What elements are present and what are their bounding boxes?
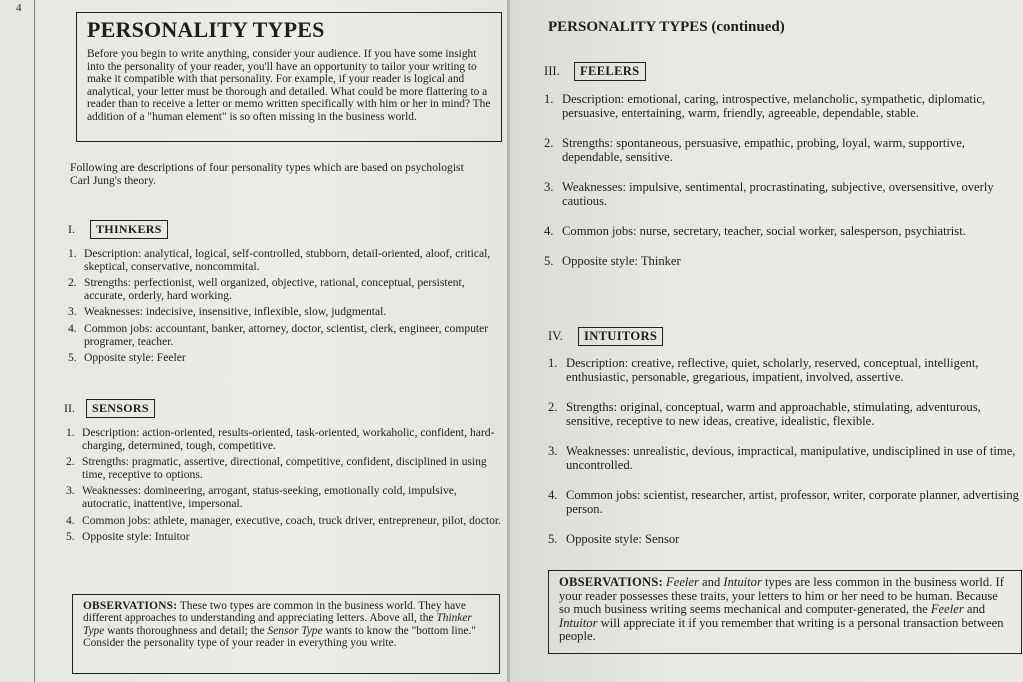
observations-box [548, 570, 1022, 654]
observations-text: wants to know the "bottom line." Consider the personality type of your reader in everything you write. [83, 624, 476, 650]
item-text: Strengths: original, conceptual, warm and approachable, stimulating, adventurous, sensitive, receptive to new ideas, creative, idealistic, flexible. [566, 400, 981, 428]
observations-box [72, 594, 500, 674]
item-number: 1. [544, 92, 554, 106]
list-item [544, 180, 1020, 208]
list-item [548, 488, 1020, 516]
item-number: 2. [544, 136, 554, 150]
item-text: Weaknesses: unrealistic, devious, impractical, manipulative, undisciplined in use of time, uncontrolled. [566, 444, 1016, 472]
item-text: Strengths: perfectionist, well organized, objective, rational, conceptual, persistent, accurate, orderly, hard working. [84, 276, 465, 302]
list-item [66, 515, 506, 528]
page-title: PERSONALITY TYPES [87, 17, 325, 42]
item-number: 3. [66, 484, 75, 498]
item-number: 5. [544, 254, 554, 268]
item-text: Common jobs: scientist, researcher, artist, professor, writer, corporate planner, advertising person. [566, 488, 1019, 516]
section-intuitors-heading [548, 327, 663, 346]
item-number: 3. [548, 444, 558, 458]
item-number: 5. [548, 532, 558, 546]
list-item [548, 532, 1020, 546]
item-number: 4. [66, 513, 75, 527]
list-item [68, 306, 506, 319]
observations-emphasis: Feeler [930, 602, 964, 617]
item-number: 3. [544, 180, 554, 194]
list-item [544, 92, 1020, 120]
list-item [66, 531, 506, 544]
item-text: Description: creative, reflective, quiet, scholarly, reserved, conceptual, intelligent, enthusiastic, personable, gregarious, impatient, involved, assertive. [566, 356, 979, 384]
item-text: Weaknesses: indecisive, insensitive, inflexible, slow, judgmental. [84, 305, 387, 319]
observations-text: wants thoroughness and detail; the [104, 624, 268, 637]
item-number: 3. [68, 305, 77, 319]
item-text: Common jobs: athlete, manager, executive, coach, truck driver, entrepreneur, pilot, doctor. [82, 513, 502, 527]
section-label: INTUITORS [578, 327, 663, 346]
observations-emphasis: Thinker Type [83, 612, 472, 637]
sensors-list [66, 427, 506, 548]
item-text: Weaknesses: impulsive, sentimental, procrastinating, subjective, oversensitive, overly cautious. [562, 180, 994, 208]
item-number: 4. [68, 321, 77, 335]
item-number: 5. [68, 351, 77, 365]
page-number: 4 [16, 2, 22, 14]
observations-text: These two types are common in the business world. They have different approaches to understanding and appreciating letters. Above all, the [83, 600, 466, 625]
item-number: 5. [66, 530, 75, 544]
list-item [544, 224, 1020, 238]
item-number: 2. [66, 455, 75, 469]
section-feelers-heading [544, 62, 646, 81]
section-numeral: I. [68, 222, 75, 236]
list-item [66, 485, 506, 510]
item-text: Common jobs: nurse, secretary, teacher, social worker, salesperson, psychiatrist. [562, 224, 966, 238]
list-item [68, 352, 506, 365]
observations-text: and [698, 575, 724, 589]
item-text: Strengths: spontaneous, persuasive, empathic, probing, loyal, warm, supportive, dependable, sensitive. [562, 136, 965, 164]
right-page [510, 0, 1023, 682]
section-sensors-heading [64, 399, 155, 418]
observations-label: OBSERVATIONS: [83, 600, 178, 612]
observations-text: will appreciate it if you remember that writing is a personal transaction between people. [559, 615, 1004, 644]
intro-paragraph: Before you begin to write anything, consider your audience. If you have some insight into the personality of your reader, you'll have an opportunity to tailor your writing to make it compatible with that personality. For example, if your reader is logical and analytical, your letter must be thorough and detailed. What could be more flattering to a reader than to receive a letter or memo written specifically with him or her in mind? The addition of a "human element" is so often missing in the business world. [87, 48, 491, 123]
thinkers-list [68, 248, 506, 369]
list-item [548, 356, 1020, 384]
list-item [68, 248, 506, 273]
observations-emphasis: Feeler [666, 575, 699, 589]
section-label: THINKERS [90, 220, 168, 239]
item-text: Strengths: pragmatic, assertive, directional, competitive, confident, disciplined in using time, receptive to options. [82, 455, 487, 481]
item-text: Weaknesses: domineering, arrogant, status-seeking, emotionally cold, impulsive, autocratic, inattentive, impersonal. [82, 484, 457, 510]
item-text: Description: analytical, logical, self-controlled, stubborn, detail-oriented, aloof, critical, skeptical, conservative, noncommital. [84, 247, 491, 273]
item-number: 1. [548, 356, 558, 370]
item-text: Description: action-oriented, results-oriented, task-oriented, workaholic, confident, hard-charging, determined, tough, competitive. [82, 426, 495, 452]
item-text: Opposite style: Feeler [84, 351, 186, 365]
section-numeral: III. [544, 64, 560, 78]
item-number: 2. [548, 400, 558, 414]
section-thinkers-heading [68, 220, 168, 239]
observations-text: and [963, 602, 986, 617]
section-label: SENSORS [86, 399, 155, 418]
intuitors-list [548, 356, 1020, 546]
item-text: Opposite style: Intuitor [82, 530, 190, 544]
item-number: 1. [68, 247, 77, 260]
item-text: Description: emotional, caring, introspective, melancholic, sympathetic, diplomatic, persuasive, entertaining, warm, friendly, agreeable, dependable, stable. [562, 92, 986, 120]
list-item [66, 427, 506, 452]
observations-emphasis: Intuitor [723, 575, 762, 589]
observations-emphasis: Intuitor [559, 615, 598, 630]
section-label: FEELERS [574, 62, 646, 81]
item-number: 1. [66, 426, 75, 439]
item-text: Opposite style: Sensor [566, 532, 680, 546]
list-item [544, 136, 1020, 164]
lead-paragraph: Following are descriptions of four personality types which are based on psychologist Carl Jung's theory. [70, 161, 464, 187]
left-page [0, 0, 508, 682]
item-number: 4. [548, 488, 558, 502]
observations-label: OBSERVATIONS: [559, 575, 663, 589]
list-item [68, 277, 506, 302]
item-text: Opposite style: Thinker [562, 254, 681, 268]
observations-emphasis: Sensor Type [267, 624, 323, 637]
intro-box [76, 12, 502, 142]
list-item [68, 323, 506, 348]
list-item [544, 254, 1020, 268]
section-numeral: II. [64, 401, 75, 415]
margin-rule [34, 0, 35, 682]
item-number: 4. [544, 224, 554, 238]
page-title: PERSONALITY TYPES (continued) [548, 19, 785, 35]
item-number: 2. [68, 276, 77, 290]
list-item [548, 444, 1020, 472]
list-item [548, 400, 1020, 428]
list-item [66, 456, 506, 481]
item-text: Common jobs: accountant, banker, attorney, doctor, scientist, clerk, engineer, computer programer, teacher. [84, 321, 489, 348]
section-numeral: IV. [548, 329, 563, 343]
observations-text: types are less common in the business world. If your reader possesses these traits, your letters to him or her need to be human. Because so much business writing seems mechanical and computer-generated, the [559, 575, 1004, 617]
feelers-list [544, 92, 1020, 268]
